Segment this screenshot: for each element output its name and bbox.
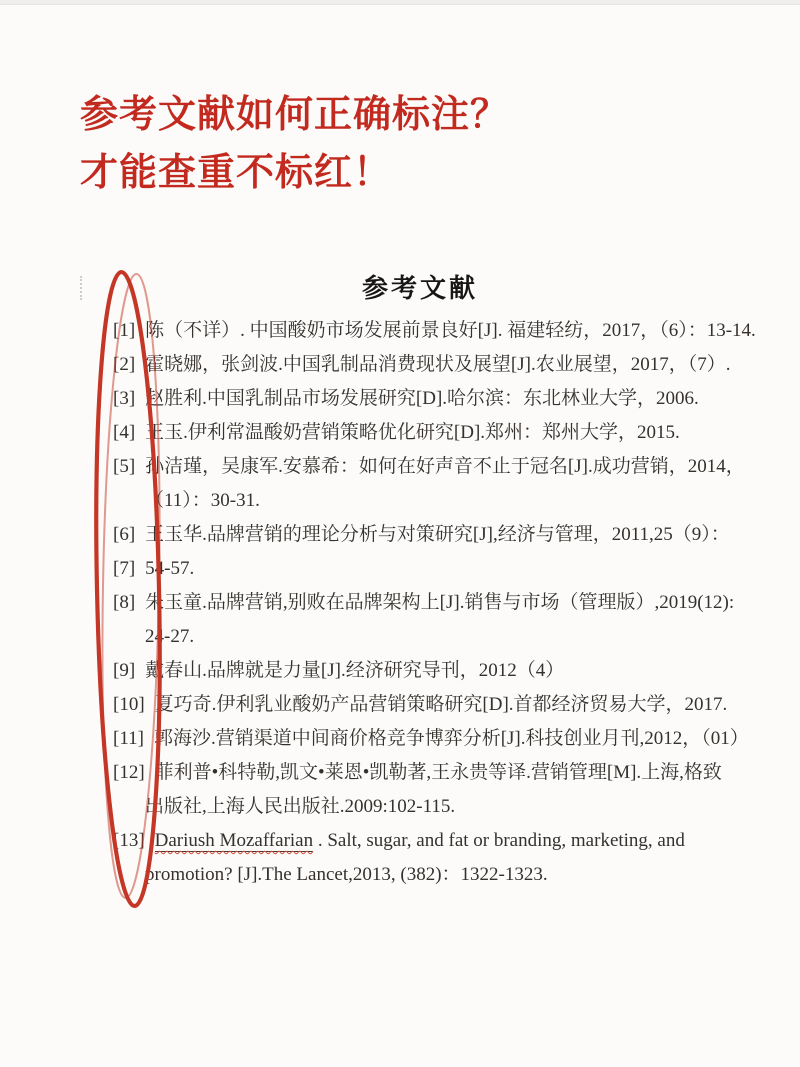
reference-item bbox=[113, 688, 783, 722]
reference-item bbox=[113, 518, 783, 552]
reference-item bbox=[113, 314, 783, 348]
reference-number: [3] bbox=[113, 388, 136, 409]
reference-text bbox=[155, 830, 685, 852]
reference-item bbox=[113, 722, 783, 756]
reference-text: 戴春山.品牌就是力量[J].经济研究导刊，2012（4） bbox=[145, 660, 565, 681]
reference-number: [6] bbox=[113, 524, 136, 545]
reference-number: [2] bbox=[113, 354, 136, 375]
reference-item bbox=[113, 348, 783, 382]
reference-number: [13] bbox=[113, 830, 145, 851]
reference-item bbox=[113, 586, 783, 654]
reference-number: [1] bbox=[113, 320, 136, 341]
reference-number: [10] bbox=[113, 694, 145, 715]
reference-item bbox=[113, 552, 783, 586]
reference-text: 郭海沙.营销渠道中间商价格竞争博弈分析[J].科技创业月刊,2012，（01） bbox=[153, 728, 749, 749]
reference-text: 朱玉童.品牌营销,别败在品牌架构上[J].销售与市场（管理版）,2019(12): bbox=[145, 592, 735, 613]
reference-number: [9] bbox=[113, 660, 136, 681]
reference-continuation: 24-27. bbox=[145, 626, 195, 647]
reference-number: [11] bbox=[113, 728, 144, 749]
reference-continuation: 出版社,上海人民出版社.2009:102-115. bbox=[145, 796, 456, 817]
reference-number: [12] bbox=[113, 762, 145, 783]
reference-text-rest: . Salt, sugar, and fat or branding, marketing, and bbox=[313, 830, 685, 851]
headline-line-1: 参考文献如何正确标注？ bbox=[80, 94, 510, 136]
reference-item bbox=[113, 654, 783, 688]
reference-number: [5] bbox=[113, 456, 136, 477]
reference-text: 孙洁瑾，吴康军.安慕希：如何在好声音不止于冠名[J].成功营销，2014， bbox=[145, 456, 745, 477]
underlined-author: Dariush Mozaffarian bbox=[154, 830, 314, 851]
reference-item bbox=[113, 824, 783, 892]
reference-text: 霍晓娜，张剑波.中国乳制品消费现状及展望[J].农业展望，2017，（7）. bbox=[145, 354, 731, 375]
headline bbox=[80, 86, 509, 202]
top-edge-strip bbox=[0, 0, 800, 5]
reference-text: 夏巧奇.伊利乳业酸奶产品营销策略研究[D].首都经济贸易大学，2017. bbox=[154, 694, 728, 715]
reference-item bbox=[113, 416, 783, 450]
reference-number: [8] bbox=[113, 592, 136, 613]
reference-text: 王玉.伊利常温酸奶营销策略优化研究[D].郑州：郑州大学，2015. bbox=[145, 422, 680, 443]
reference-text: 菲利普•科特勒,凯文•莱恩•凯勒著,王永贵等译.营销管理[M].上海,格致 bbox=[154, 762, 722, 783]
reference-number: [4] bbox=[113, 422, 136, 443]
headline-line-2: 才能查重不标红！ bbox=[80, 152, 393, 194]
reference-text: 54-57. bbox=[145, 558, 195, 579]
references-heading: 参考文献 bbox=[361, 274, 478, 303]
reference-list bbox=[113, 314, 783, 892]
reference-item bbox=[113, 450, 783, 518]
reference-continuation: （11）：30-31. bbox=[145, 490, 260, 511]
reference-text: 王玉华.品牌营销的理论分析与对策研究[J],经济与管理，2011,25（9）： bbox=[145, 524, 730, 545]
reference-item bbox=[113, 756, 783, 824]
reference-continuation: promotion? [J].The Lancet,2013, (382)：1322-1323. bbox=[145, 864, 548, 885]
reference-item bbox=[113, 382, 783, 416]
reference-text: 赵胜利.中国乳制品市场发展研究[D].哈尔滨：东北林业大学，2006. bbox=[145, 388, 699, 409]
reference-text: 陈（不详）. 中国酸奶市场发展前景良好[J]. 福建轻纺，2017，（6）：13-14. bbox=[145, 320, 756, 341]
reference-number: [7] bbox=[113, 558, 136, 579]
